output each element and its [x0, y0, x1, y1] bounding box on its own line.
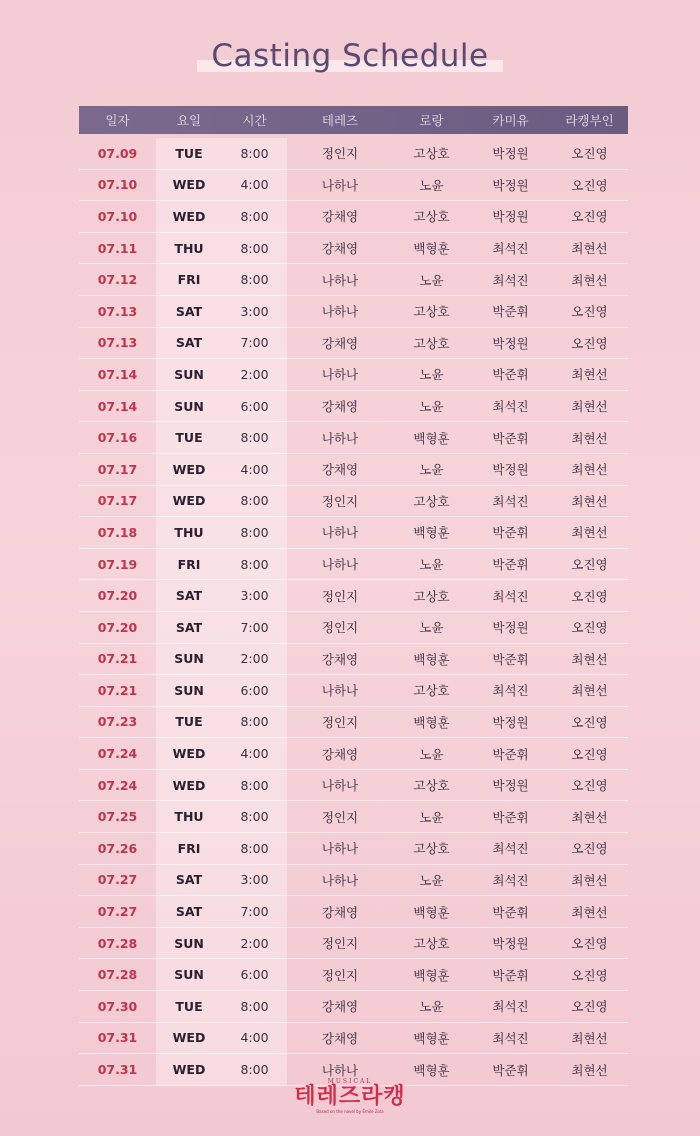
- cell-camille: 박준휘: [492, 430, 529, 446]
- cell-madame-raquin: 오진영: [571, 177, 608, 193]
- cell-day: SUN: [174, 682, 204, 698]
- cell-madame-raquin: 오진영: [571, 557, 608, 573]
- cell-day: WED: [172, 493, 206, 509]
- cell-madame-raquin: 오진영: [571, 304, 608, 320]
- table-row: [79, 675, 628, 707]
- table-row: [79, 422, 628, 454]
- cell-camille: 박정원: [492, 335, 529, 351]
- cell-laurent: 노윤: [419, 999, 444, 1015]
- table-row: [79, 770, 628, 802]
- cell-day: FRI: [177, 556, 201, 572]
- cell-camille: 최석진: [492, 872, 529, 888]
- table-row: [79, 959, 628, 991]
- cell-laurent: 백형훈: [413, 241, 450, 257]
- cell-camille: 최석진: [492, 399, 529, 415]
- cell-time: 2:00: [240, 651, 269, 667]
- cell-time: 7:00: [240, 619, 269, 635]
- cell-laurent: 백형훈: [413, 904, 450, 920]
- cell-date: 07.10: [97, 208, 138, 224]
- cell-madame-raquin: 최현선: [571, 1030, 608, 1046]
- cell-day: SUN: [174, 398, 204, 414]
- cell-therese: 나하나: [321, 367, 359, 383]
- cell-date: 07.31: [97, 1030, 138, 1046]
- cell-time: 4:00: [240, 1030, 269, 1046]
- cell-day: WED: [172, 777, 206, 793]
- cell-laurent: 고상호: [413, 778, 450, 794]
- cell-camille: 박준휘: [492, 809, 529, 825]
- table-row: [79, 233, 628, 265]
- cell-laurent: 노윤: [419, 272, 444, 288]
- cell-date: 07.21: [97, 651, 138, 667]
- cell-laurent: 고상호: [413, 335, 450, 351]
- cell-time: 8:00: [240, 493, 269, 509]
- cell-therese: 강채영: [321, 651, 359, 667]
- cell-date: 07.28: [97, 935, 138, 951]
- cell-therese: 나하나: [321, 272, 359, 288]
- table-row: [79, 328, 628, 360]
- cell-day: THU: [174, 809, 204, 825]
- header-laurent: 로랑: [419, 113, 444, 128]
- cell-madame-raquin: 오진영: [571, 209, 608, 225]
- cell-day: WED: [172, 1030, 206, 1046]
- cell-laurent: 백형훈: [413, 525, 450, 541]
- table-row: [79, 454, 628, 486]
- cell-laurent: 노윤: [419, 620, 444, 636]
- cell-time: 3:00: [240, 872, 269, 888]
- cell-madame-raquin: 최현선: [571, 430, 608, 446]
- cell-camille: 박정원: [492, 778, 529, 794]
- cell-time: 8:00: [240, 524, 269, 540]
- cell-laurent: 고상호: [413, 493, 450, 509]
- cell-therese: 나하나: [321, 304, 359, 320]
- cell-laurent: 고상호: [413, 588, 450, 604]
- table-row: [79, 517, 628, 549]
- table-row: [79, 391, 628, 423]
- header-camille: 카미유: [492, 113, 529, 128]
- cell-date: 07.20: [97, 588, 138, 604]
- cell-date: 07.12: [97, 272, 138, 288]
- cell-day: SAT: [175, 619, 203, 635]
- header-madame-raquin: 라캥부인: [565, 113, 614, 128]
- cell-day: WED: [172, 177, 206, 193]
- cell-day: THU: [174, 240, 204, 256]
- cell-date: 07.25: [97, 809, 138, 825]
- cell-date: 07.13: [97, 303, 138, 319]
- cell-camille: 박준휘: [492, 525, 529, 541]
- cell-time: 8:00: [240, 240, 269, 256]
- cell-camille: 박준휘: [492, 367, 529, 383]
- cell-camille: 최석진: [492, 841, 529, 857]
- cell-day: TUE: [175, 430, 203, 446]
- cell-madame-raquin: 오진영: [571, 714, 608, 730]
- cell-date: 07.20: [97, 619, 138, 635]
- cell-time: 7:00: [240, 904, 269, 920]
- cell-therese: 강채영: [321, 399, 359, 415]
- cell-camille: 박정원: [492, 177, 529, 193]
- table-row: [79, 1023, 628, 1055]
- cell-day: SUN: [174, 366, 204, 382]
- table-row: [79, 264, 628, 296]
- table-row: [79, 644, 628, 676]
- cell-time: 8:00: [240, 809, 269, 825]
- cell-date: 07.28: [97, 967, 138, 983]
- casting-table: [79, 106, 628, 1086]
- table-header: [79, 106, 628, 134]
- cell-laurent: 노윤: [419, 746, 444, 762]
- table-row: [79, 896, 628, 928]
- cell-laurent: 백형훈: [413, 967, 450, 983]
- cell-therese: 강채영: [321, 335, 359, 351]
- table-row: [79, 612, 628, 644]
- cell-day: SAT: [175, 588, 203, 604]
- cell-therese: 나하나: [321, 525, 359, 541]
- cell-therese: 정인지: [321, 146, 359, 162]
- table-row: [79, 833, 628, 865]
- cell-time: 4:00: [240, 177, 269, 193]
- table-row: [79, 928, 628, 960]
- cell-time: 8:00: [240, 840, 269, 856]
- cell-madame-raquin: 최현선: [571, 367, 608, 383]
- cell-madame-raquin: 오진영: [571, 936, 608, 952]
- cell-camille: 박정원: [492, 146, 529, 162]
- table-row: [79, 359, 628, 391]
- cell-day: SUN: [174, 935, 204, 951]
- cell-therese: 나하나: [321, 778, 359, 794]
- header-day: 요일: [176, 113, 202, 128]
- cell-therese: 정인지: [321, 967, 359, 983]
- cell-day: TUE: [175, 998, 203, 1014]
- cell-camille: 최석진: [492, 588, 529, 604]
- cell-madame-raquin: 최현선: [571, 525, 608, 541]
- cell-therese: 정인지: [321, 493, 359, 509]
- musical-logo: [0, 1078, 700, 1114]
- cell-day: FRI: [177, 272, 201, 288]
- cell-therese: 나하나: [321, 430, 359, 446]
- cell-therese: 나하나: [321, 872, 359, 888]
- cell-laurent: 노윤: [419, 177, 444, 193]
- cell-day: SAT: [175, 303, 203, 319]
- cell-day: SUN: [174, 651, 204, 667]
- cell-laurent: 고상호: [413, 936, 450, 952]
- cell-camille: 박준휘: [492, 904, 529, 920]
- cell-madame-raquin: 오진영: [571, 999, 608, 1015]
- cell-laurent: 고상호: [413, 146, 450, 162]
- cell-madame-raquin: 최현선: [571, 399, 608, 415]
- cell-time: 6:00: [240, 398, 269, 414]
- table-row: [79, 201, 628, 233]
- header-date: 일자: [105, 113, 130, 128]
- cell-day: WED: [172, 746, 206, 762]
- table-row: [79, 865, 628, 897]
- cell-camille: 박정원: [492, 936, 529, 952]
- cell-laurent: 백형훈: [413, 1062, 450, 1078]
- table-row: [79, 486, 628, 518]
- cell-therese: 강채영: [321, 209, 359, 225]
- cell-madame-raquin: 최현선: [571, 1062, 608, 1078]
- cell-madame-raquin: 오진영: [571, 778, 608, 794]
- cell-laurent: 노윤: [419, 462, 444, 478]
- cell-date: 07.19: [97, 556, 138, 572]
- cell-therese: 강채영: [321, 904, 359, 920]
- cell-therese: 나하나: [321, 557, 359, 573]
- cell-time: 8:00: [240, 430, 269, 446]
- cell-date: 07.16: [97, 430, 138, 446]
- cell-date: 07.21: [97, 682, 138, 698]
- cell-laurent: 고상호: [413, 841, 450, 857]
- cell-camille: 최석진: [492, 683, 529, 699]
- cell-madame-raquin: 최현선: [571, 493, 608, 509]
- cell-date: 07.17: [97, 493, 138, 509]
- cell-therese: 정인지: [321, 809, 359, 825]
- cell-laurent: 노윤: [419, 872, 444, 888]
- cell-time: 2:00: [240, 366, 269, 382]
- cell-therese: 강채영: [321, 241, 359, 257]
- cell-time: 8:00: [240, 145, 269, 161]
- cell-time: 4:00: [240, 746, 269, 762]
- cell-time: 3:00: [240, 303, 269, 319]
- cell-madame-raquin: 오진영: [571, 967, 608, 983]
- table-row: [79, 801, 628, 833]
- cell-camille: 박준휘: [492, 746, 529, 762]
- cell-camille: 박정원: [492, 462, 529, 478]
- table-row: [79, 738, 628, 770]
- cell-time: 3:00: [240, 588, 269, 604]
- cell-camille: 최석진: [492, 241, 529, 257]
- cell-camille: 박준휘: [492, 967, 529, 983]
- cell-time: 8:00: [240, 714, 269, 730]
- cell-camille: 최석진: [492, 493, 529, 509]
- cell-day: SAT: [175, 872, 203, 888]
- cell-laurent: 백형훈: [413, 1030, 450, 1046]
- cell-day: FRI: [177, 840, 201, 856]
- cell-madame-raquin: 오진영: [571, 746, 608, 762]
- cell-camille: 박준휘: [492, 304, 529, 320]
- cell-madame-raquin: 오진영: [571, 588, 608, 604]
- title-wrap: [0, 38, 700, 74]
- cell-date: 07.18: [97, 524, 138, 540]
- cell-time: 8:00: [240, 998, 269, 1014]
- cell-day: THU: [174, 524, 204, 540]
- cell-madame-raquin: 오진영: [571, 841, 608, 857]
- cell-therese: 강채영: [321, 999, 359, 1015]
- cell-day: WED: [172, 1062, 206, 1078]
- cell-date: 07.24: [97, 777, 138, 793]
- cell-therese: 정인지: [321, 714, 359, 730]
- cell-therese: 나하나: [321, 1062, 359, 1078]
- cell-madame-raquin: 최현선: [571, 683, 608, 699]
- cell-madame-raquin: 오진영: [571, 620, 608, 636]
- cell-day: WED: [172, 208, 206, 224]
- table-row: [79, 991, 628, 1023]
- logo-subtitle: MUSICAL: [327, 1078, 373, 1085]
- table-row: [79, 707, 628, 739]
- cell-day: SAT: [175, 904, 203, 920]
- cell-time: 8:00: [240, 272, 269, 288]
- cell-madame-raquin: 최현선: [571, 809, 608, 825]
- cell-day: WED: [172, 461, 206, 477]
- cell-laurent: 고상호: [413, 683, 450, 699]
- cell-laurent: 백형훈: [413, 714, 450, 730]
- cell-date: 07.11: [97, 240, 138, 256]
- cell-date: 07.27: [97, 872, 138, 888]
- logo-tagline: Based on the novel by Émile Zola: [316, 1109, 384, 1114]
- cell-laurent: 노윤: [419, 809, 444, 825]
- cell-therese: 정인지: [321, 936, 359, 952]
- cell-time: 8:00: [240, 208, 269, 224]
- cell-date: 07.30: [97, 998, 138, 1014]
- cell-therese: 강채영: [321, 746, 359, 762]
- cell-time: 6:00: [240, 967, 269, 983]
- cell-madame-raquin: 최현선: [571, 272, 608, 288]
- cell-camille: 박정원: [492, 209, 529, 225]
- header-therese: 테레즈: [321, 113, 359, 128]
- cell-camille: 박준휘: [492, 1062, 529, 1078]
- table-row: [79, 296, 628, 328]
- cell-day: SUN: [174, 967, 204, 983]
- cell-date: 07.09: [97, 145, 138, 161]
- cell-date: 07.10: [97, 177, 138, 193]
- cell-therese: 강채영: [321, 462, 359, 478]
- cell-camille: 박정원: [492, 620, 529, 636]
- cell-date: 07.14: [97, 398, 138, 414]
- cell-date: 07.17: [97, 461, 138, 477]
- cell-therese: 강채영: [321, 1030, 359, 1046]
- table-body: [79, 138, 628, 1086]
- cell-laurent: 고상호: [413, 304, 450, 320]
- cell-camille: 박준휘: [492, 651, 529, 667]
- page-title: Casting Schedule: [203, 38, 496, 74]
- cell-time: 8:00: [240, 1062, 269, 1078]
- cell-madame-raquin: 최현선: [571, 462, 608, 478]
- cell-laurent: 노윤: [419, 367, 444, 383]
- logo-title: 테레즈라캥: [294, 1084, 406, 1109]
- cell-date: 07.24: [97, 746, 138, 762]
- cell-time: 7:00: [240, 335, 269, 351]
- cell-laurent: 고상호: [413, 209, 450, 225]
- cell-madame-raquin: 오진영: [571, 146, 608, 162]
- cell-time: 8:00: [240, 777, 269, 793]
- cell-time: 2:00: [240, 935, 269, 951]
- table-row: [79, 170, 628, 202]
- cell-madame-raquin: 최현선: [571, 241, 608, 257]
- cell-laurent: 백형훈: [413, 651, 450, 667]
- cell-camille: 최석진: [492, 1030, 529, 1046]
- cell-day: TUE: [175, 714, 203, 730]
- cell-laurent: 백형훈: [413, 430, 450, 446]
- cell-therese: 나하나: [321, 683, 359, 699]
- table-row: [79, 580, 628, 612]
- header-time: 시간: [242, 113, 267, 128]
- cell-time: 4:00: [240, 461, 269, 477]
- cell-laurent: 노윤: [419, 399, 444, 415]
- cell-madame-raquin: 오진영: [571, 335, 608, 351]
- cell-date: 07.27: [97, 904, 138, 920]
- cell-date: 07.31: [97, 1062, 138, 1078]
- cell-madame-raquin: 최현선: [571, 651, 608, 667]
- cell-date: 07.14: [97, 366, 138, 382]
- cell-time: 8:00: [240, 556, 269, 572]
- cell-camille: 최석진: [492, 272, 529, 288]
- table-row: [79, 549, 628, 581]
- cell-therese: 나하나: [321, 177, 359, 193]
- cell-therese: 정인지: [321, 620, 359, 636]
- table-row: [79, 138, 628, 170]
- cell-day: SAT: [175, 335, 203, 351]
- cell-madame-raquin: 최현선: [571, 904, 608, 920]
- cell-camille: 박정원: [492, 714, 529, 730]
- cell-camille: 박준휘: [492, 557, 529, 573]
- cell-camille: 최석진: [492, 999, 529, 1015]
- cell-laurent: 노윤: [419, 557, 444, 573]
- cell-date: 07.23: [97, 714, 138, 730]
- cell-therese: 나하나: [321, 841, 359, 857]
- cell-date: 07.26: [97, 840, 138, 856]
- cell-date: 07.13: [97, 335, 138, 351]
- cell-day: TUE: [175, 145, 203, 161]
- cell-therese: 정인지: [321, 588, 359, 604]
- cell-madame-raquin: 최현선: [571, 872, 608, 888]
- cell-time: 6:00: [240, 682, 269, 698]
